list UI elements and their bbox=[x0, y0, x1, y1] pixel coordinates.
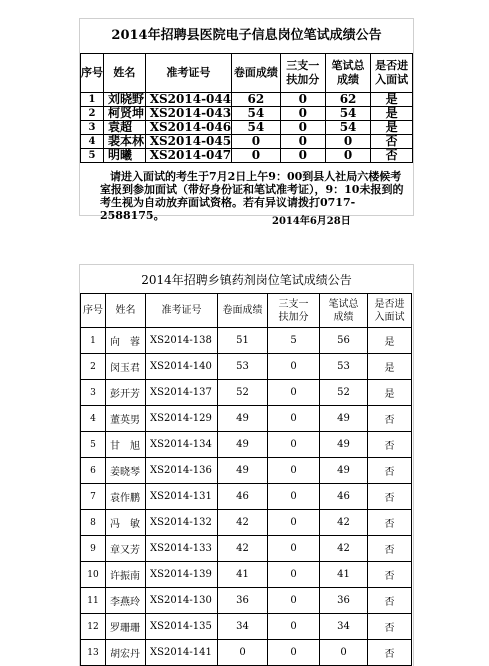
total-score-cell: 54 bbox=[325, 107, 370, 121]
index-cell: 8 bbox=[81, 510, 106, 536]
total-score-cell: 42 bbox=[320, 510, 368, 536]
name-cell: 董英男 bbox=[106, 406, 146, 432]
exam-id-cell: XS2014-046 bbox=[145, 121, 231, 135]
bonus-cell: 0 bbox=[268, 406, 320, 432]
header-bonus: 三支一 扶加分 bbox=[268, 294, 320, 328]
table-row bbox=[81, 562, 412, 588]
interview-cell: 否 bbox=[368, 458, 412, 484]
bonus-cell: 0 bbox=[280, 149, 325, 163]
total-score-cell: 34 bbox=[320, 614, 368, 640]
total-score-cell: 53 bbox=[320, 354, 368, 380]
paper-score-cell: 53 bbox=[218, 354, 268, 380]
index-cell: 11 bbox=[81, 588, 106, 614]
interview-cell: 是 bbox=[368, 380, 412, 406]
interview-cell: 否 bbox=[368, 562, 412, 588]
electronic-info-results-sheet bbox=[79, 18, 414, 227]
index-cell: 7 bbox=[81, 484, 106, 510]
table-row bbox=[81, 614, 412, 640]
table-row bbox=[81, 536, 412, 562]
exam-id-cell: XS2014-043 bbox=[145, 107, 231, 121]
exam-id-cell: XS2014-141 bbox=[146, 640, 218, 666]
paper-score-cell: 36 bbox=[218, 588, 268, 614]
exam-id-cell: XS2014-130 bbox=[146, 588, 218, 614]
header-name: 姓名 bbox=[106, 294, 146, 328]
table-row bbox=[81, 328, 412, 354]
interview-cell: 否 bbox=[368, 614, 412, 640]
bonus-cell: 0 bbox=[268, 380, 320, 406]
index-cell: 13 bbox=[81, 640, 106, 666]
name-cell: 向 蓉 bbox=[106, 328, 146, 354]
header-interview: 是否进 入面试 bbox=[371, 54, 413, 93]
exam-id-cell: XS2014-136 bbox=[146, 458, 218, 484]
index-cell: 3 bbox=[81, 121, 104, 135]
table-row bbox=[81, 510, 412, 536]
header-interview: 是否进 入面试 bbox=[368, 294, 412, 328]
header-paper-score: 卷面成绩 bbox=[232, 54, 281, 93]
paper-score-cell: 0 bbox=[218, 640, 268, 666]
interview-cell: 是 bbox=[371, 121, 413, 135]
bonus-cell: 0 bbox=[268, 432, 320, 458]
index-cell: 6 bbox=[81, 458, 106, 484]
total-score-cell: 49 bbox=[320, 458, 368, 484]
name-cell: 彭开芳 bbox=[106, 380, 146, 406]
notice-date: 2014年6月28日 bbox=[272, 216, 351, 227]
exam-id-cell: XS2014-135 bbox=[146, 614, 218, 640]
index-cell: 5 bbox=[81, 149, 104, 163]
name-cell: 姜晓琴 bbox=[106, 458, 146, 484]
index-cell: 10 bbox=[81, 562, 106, 588]
name-cell: 明曦 bbox=[104, 149, 146, 163]
bonus-cell: 0 bbox=[268, 484, 320, 510]
total-score-cell: 46 bbox=[320, 484, 368, 510]
index-cell: 1 bbox=[81, 328, 106, 354]
total-score-cell: 52 bbox=[320, 380, 368, 406]
bonus-cell: 0 bbox=[280, 135, 325, 149]
exam-id-cell: XS2014-045 bbox=[145, 135, 231, 149]
header-paper-score: 卷面成绩 bbox=[218, 294, 268, 328]
name-cell: 闵玉君 bbox=[106, 354, 146, 380]
index-cell: 9 bbox=[81, 536, 106, 562]
paper-score-cell: 49 bbox=[218, 406, 268, 432]
paper-score-cell: 49 bbox=[218, 458, 268, 484]
table-row bbox=[81, 458, 412, 484]
exam-id-cell: XS2014-140 bbox=[146, 354, 218, 380]
name-cell: 袁超 bbox=[104, 121, 146, 135]
exam-id-cell: XS2014-044 bbox=[145, 93, 231, 107]
pharmacy-results-sheet bbox=[79, 264, 414, 666]
interview-cell: 否 bbox=[368, 510, 412, 536]
interview-cell: 否 bbox=[368, 588, 412, 614]
interview-cell: 是 bbox=[371, 107, 413, 121]
total-score-cell: 54 bbox=[325, 121, 370, 135]
table-row bbox=[81, 432, 412, 458]
bonus-cell: 0 bbox=[268, 510, 320, 536]
paper-score-cell: 42 bbox=[218, 510, 268, 536]
index-cell: 2 bbox=[81, 354, 106, 380]
paper-score-cell: 49 bbox=[218, 432, 268, 458]
paper-score-cell: 62 bbox=[232, 93, 281, 107]
header-bonus: 三支一 扶加分 bbox=[280, 54, 325, 93]
index-cell: 3 bbox=[81, 380, 106, 406]
index-cell: 4 bbox=[81, 406, 106, 432]
index-cell: 12 bbox=[81, 614, 106, 640]
bonus-cell: 0 bbox=[268, 640, 320, 666]
name-cell: 罗珊珊 bbox=[106, 614, 146, 640]
bonus-cell: 0 bbox=[268, 354, 320, 380]
results-table bbox=[80, 293, 412, 666]
exam-id-cell: XS2014-138 bbox=[146, 328, 218, 354]
paper-score-cell: 54 bbox=[232, 121, 281, 135]
name-cell: 冯 敏 bbox=[106, 510, 146, 536]
header-total: 笔试总 成绩 bbox=[325, 54, 370, 93]
total-score-cell: 56 bbox=[320, 328, 368, 354]
interview-cell: 是 bbox=[368, 328, 412, 354]
name-cell: 甘 旭 bbox=[106, 432, 146, 458]
paper-score-cell: 54 bbox=[232, 107, 281, 121]
bonus-cell: 0 bbox=[280, 93, 325, 107]
table-row bbox=[81, 107, 413, 121]
interview-cell: 否 bbox=[371, 135, 413, 149]
total-score-cell: 0 bbox=[325, 135, 370, 149]
table-row bbox=[81, 354, 412, 380]
paper-score-cell: 52 bbox=[218, 380, 268, 406]
bonus-cell: 0 bbox=[280, 107, 325, 121]
exam-id-cell: XS2014-139 bbox=[146, 562, 218, 588]
index-cell: 4 bbox=[81, 135, 104, 149]
sheet-title: 2014年招聘乡镇药剂岗位笔试成绩公告 bbox=[141, 273, 352, 287]
total-score-cell: 41 bbox=[320, 562, 368, 588]
name-cell: 胡宏丹 bbox=[106, 640, 146, 666]
header-index: 序号 bbox=[81, 54, 104, 93]
exam-id-cell: XS2014-129 bbox=[146, 406, 218, 432]
index-cell: 2 bbox=[81, 107, 104, 121]
total-score-cell: 42 bbox=[320, 536, 368, 562]
total-score-cell: 0 bbox=[320, 640, 368, 666]
bonus-cell: 0 bbox=[268, 614, 320, 640]
name-cell: 章又芳 bbox=[106, 536, 146, 562]
table-row bbox=[81, 149, 413, 163]
table-row bbox=[81, 121, 413, 135]
table-row bbox=[81, 640, 412, 666]
name-cell: 柯贤坤 bbox=[104, 107, 146, 121]
bonus-cell: 0 bbox=[268, 562, 320, 588]
bonus-cell: 0 bbox=[268, 588, 320, 614]
name-cell: 刘晓野 bbox=[104, 93, 146, 107]
paper-score-cell: 0 bbox=[232, 149, 281, 163]
total-score-cell: 36 bbox=[320, 588, 368, 614]
header-index: 序号 bbox=[81, 294, 106, 328]
table-row bbox=[81, 588, 412, 614]
exam-id-cell: XS2014-133 bbox=[146, 536, 218, 562]
bonus-cell: 0 bbox=[268, 458, 320, 484]
table-row bbox=[81, 135, 413, 149]
exam-id-cell: XS2014-047 bbox=[145, 149, 231, 163]
header-exam-id: 准考证号 bbox=[146, 294, 218, 328]
interview-cell: 否 bbox=[368, 640, 412, 666]
name-cell: 袁作鹏 bbox=[106, 484, 146, 510]
bonus-cell: 0 bbox=[280, 121, 325, 135]
table-row bbox=[81, 380, 412, 406]
results-table bbox=[80, 53, 413, 163]
interview-cell: 是 bbox=[371, 93, 413, 107]
total-score-cell: 49 bbox=[320, 432, 368, 458]
paper-score-cell: 42 bbox=[218, 536, 268, 562]
exam-id-cell: XS2014-134 bbox=[146, 432, 218, 458]
interview-cell: 否 bbox=[368, 536, 412, 562]
exam-id-cell: XS2014-137 bbox=[146, 380, 218, 406]
bonus-cell: 5 bbox=[268, 328, 320, 354]
name-cell: 许振南 bbox=[106, 562, 146, 588]
paper-score-cell: 41 bbox=[218, 562, 268, 588]
sheet-title: 2014年招聘县医院电子信息岗位笔试成绩公告 bbox=[80, 19, 413, 54]
header-total: 笔试总 成绩 bbox=[320, 294, 368, 328]
name-cell: 李燕玲 bbox=[106, 588, 146, 614]
name-cell: 裴本林 bbox=[104, 135, 146, 149]
exam-id-cell: XS2014-132 bbox=[146, 510, 218, 536]
table-row bbox=[81, 406, 412, 432]
header-name: 姓名 bbox=[104, 54, 146, 93]
table-row bbox=[81, 484, 412, 510]
paper-score-cell: 51 bbox=[218, 328, 268, 354]
index-cell: 1 bbox=[81, 93, 104, 107]
interview-cell: 否 bbox=[368, 484, 412, 510]
paper-score-cell: 0 bbox=[232, 135, 281, 149]
interview-cell: 否 bbox=[371, 149, 413, 163]
total-score-cell: 0 bbox=[325, 149, 370, 163]
exam-id-cell: XS2014-131 bbox=[146, 484, 218, 510]
interview-cell: 否 bbox=[368, 432, 412, 458]
bonus-cell: 0 bbox=[268, 536, 320, 562]
total-score-cell: 49 bbox=[320, 406, 368, 432]
interview-notice: 请进入面试的考生于7月2日上午9：00到县人社局六楼候考室报到参加面试（带好身份证和笔试准考证），9：10未报到的考生视为自动放弃面试资格。若有异议请拨打0717-2588175。 bbox=[100, 170, 404, 222]
interview-cell: 是 bbox=[368, 354, 412, 380]
table-row bbox=[81, 93, 413, 107]
header-exam-id: 准考证号 bbox=[145, 54, 231, 93]
paper-score-cell: 46 bbox=[218, 484, 268, 510]
interview-cell: 否 bbox=[368, 406, 412, 432]
paper-score-cell: 34 bbox=[218, 614, 268, 640]
total-score-cell: 62 bbox=[325, 93, 370, 107]
index-cell: 5 bbox=[81, 432, 106, 458]
